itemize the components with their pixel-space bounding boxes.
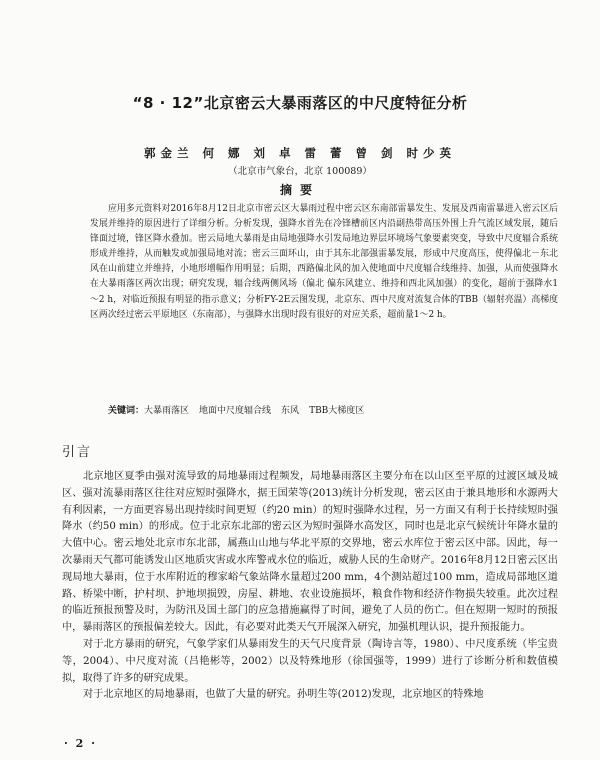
abstract-heading: 摘要 [279, 183, 320, 197]
paper-title: “8 · 12”北京密云大暴雨落区的中尺度特征分析 [132, 94, 468, 112]
keyword: 东风 [281, 406, 300, 416]
abstract-body: 应用多元资料对2016年8月12日北京市密云区大暴雨过程中密云区东南部雷暴发生、发展及西南雷暴进入密云区后发展并维持的原因进行了详细分析。分析发现，强降水首先在冷锋槽前区内沿副热带高压外围上升气流区域发展，随后锋面过境，锋区降水叠加。密云局地大暴雨是由局地强降水引发局地边界层环境场气象要素突变，导致中尺度辐合系统形成并维持，从而触发或加强局地对流；密云三面环山，由于其东北部强雷暴发展，形成中尺度高压，使得偏北－东北风在山前建立并维持，小地形增幅作用明显；后期，西路偏北风的加入使地面中尺度辐合线维持、加强，从而使强降水在大暴雨落区两次出现；研究发现，辐合线两侧风场（偏北 偏东风建立、维持和西北风加强）的变化，超前于强降水1～2 h，对临近预报有明显的指示意义；分析FY-2E云图发现，北京东、西中尺度对流复合体的TBB（辐射亮温）高梯度区两次经过密云平原地区（东南部），与强降水出现时段有很好的对应关系，超前量1～2 h。 [90, 204, 558, 320]
introduction-body [62, 469, 558, 704]
author-list: 郭金兰 何 娜 刘 卓 雷 蕾 曾 剑 时少英 [143, 146, 457, 160]
section-heading-introduction: 引言 [62, 445, 93, 460]
keyword: TBB大梯度区 [309, 406, 365, 416]
keyword: 大暴雨落区 [144, 406, 190, 416]
keywords-label: 关键词： [108, 406, 145, 416]
author-affiliation: （北京市气象台，北京 100089） [228, 166, 372, 177]
page-number: · 2 · [64, 737, 97, 750]
keywords-line [108, 404, 558, 418]
paragraph: 北京地区夏季由强对流导致的局地暴雨过程频发，局地暴雨落区主要分布在以山区至平原的过渡区域及城区、强对流暴雨落区往往对应短时强降水，据王国荣等(2013)统计分析发现，密云区由于兼具地形和水源两大有利因素，一方面更容易出现持续时间更短（约20 min）的短时强降水过程，另一方面又有利于长持续短时强降水（约50 min）的形成。位于北京东北部的密云区为短时强降水高发区，同时也是北京气候统计年降水量的大值中心。密云地处北京市东北部，属燕山山地与华北平原的交界地，密云水库位于密云区中部。因此，每一次暴雨天气都可能诱发山区地质灾害或水库警戒水位的临近，威胁人民的生命财产。2016年8月12日密云区出现局地大暴雨，位于水库附近的穆家峪气象站降水量超过200 mm，4个测站超过100 mm，造成局部地区道路、桥梁中断，护村坝、护地坝损毁，房屋、耕地、农业设施损坏，粮食作物和经济作物损失较重。此次过程的临近预报预警及时，为防汛及国土部门的应急措施赢得了时间，避免了人员的伤亡。但在短期一短时的预报中，暴雨落区的预报偏差较大。因此，有必要对此类天气开展深入研究，加强机理认识，提升预报能力。 [62, 471, 558, 634]
paragraph: 对于北方暴雨的研究，气象学家们从暴雨发生的天气尺度背景（陶诗言等，1980）、中尺度系统（毕宝贵等，2004）、中尺度对流（吕艳彬等，2002）以及特殊地形（徐国强等，1999）进行了诊断分析和数值模拟，取得了许多的研究成果。 [62, 638, 558, 684]
paragraph: 对于北京地区的局地暴雨，也做了大量的研究。孙明生等(2012)发现，北京地区的特殊地 [83, 689, 484, 701]
keyword: 地面中尺度辐合线 [199, 406, 272, 416]
